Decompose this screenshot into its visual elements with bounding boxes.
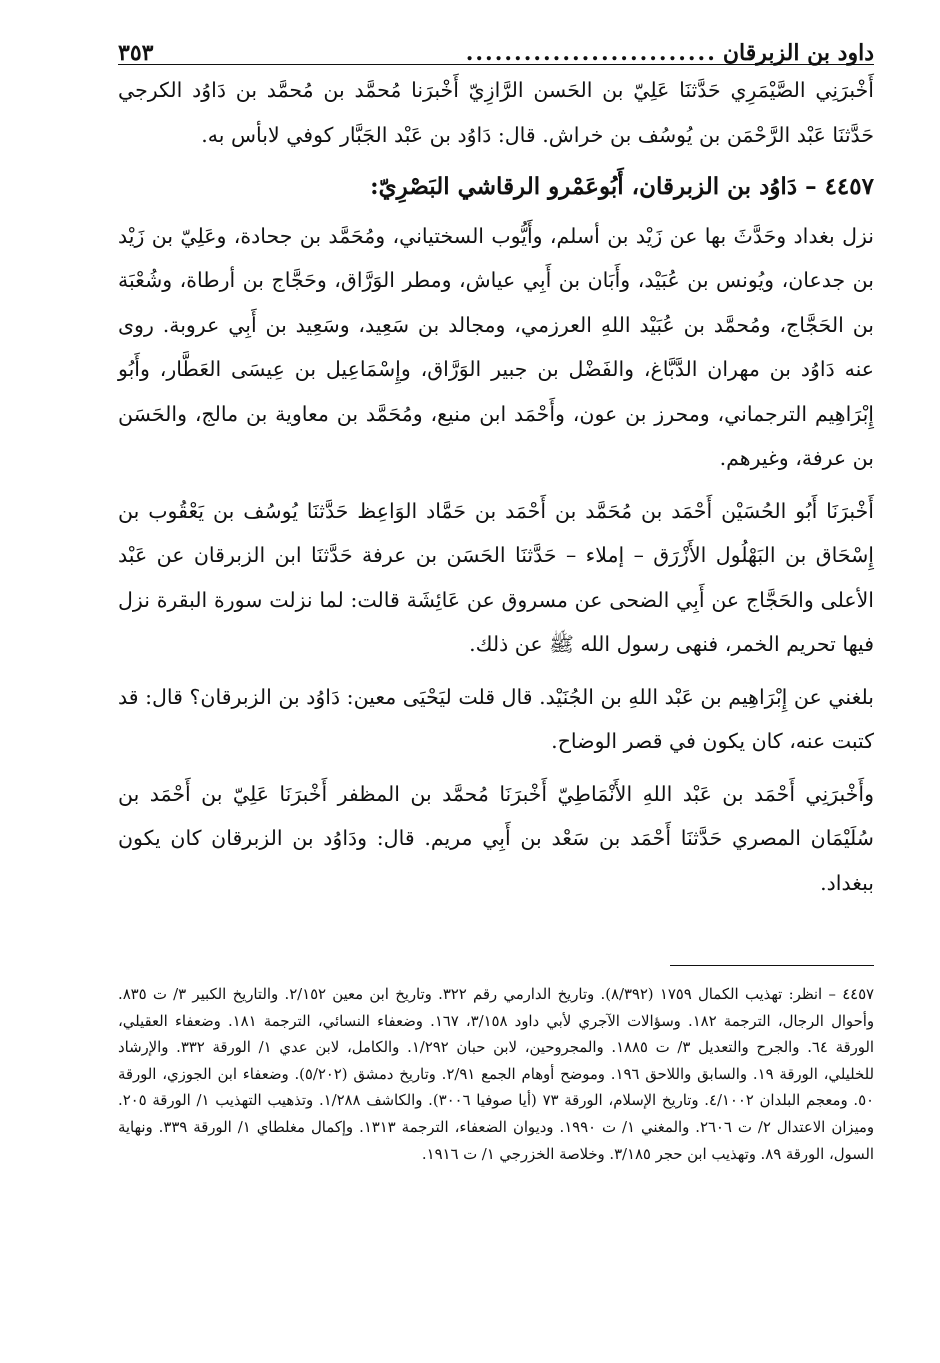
paragraph-3: أَخْبرَنَا أَبُو الحُسَيْن أَحْمَد بن مُحَمَّد بن أَحْمَد بن حَمَّاد الوَاعِظ حَدَّثنَا يُوسُف بن يَعْقُوب بن إِسْحَاق بن البَهْلُول الأَزْرَق – إملاء – حَدَّثنَا الحَسَن بن عرفة حَدَّثنَا ابن الزبرقان عن عَبْد الأعلى والحَجَّاج عن أَبِي الضحى عن مسروق عن عَائِشَة قالت: لما نزلت سورة البقرة نزل فيها تحريم الخمر، فنهى رسول الله ﷺ عن ذلك. bbox=[118, 498, 874, 656]
footnote-rule bbox=[670, 965, 874, 966]
paragraph-2: نزل بغداد وحَدَّثَ بها عن زَيْد بن أسلم، وأَيُّوب السختياني، ومُحَمَّد بن جحادة، وعَلِيّ بن زَيْد بن جدعان، ويُونس بن عُبَيْد، وأَبَان بن أَبِي عياش، ومطر الوَرَّاق، وحَجَّاج بن أرطاة، وشُعْبَة بن الحَجَّاج، ومُحمَّد بن عُبَيْد اللهِ العرزمي، ومجالد بن سَعِيد، وسَعِيد بن أَبِي عروبة. روى عنه دَاوُد بن مهران الدَّبَّاغ، والفَضْل بن جبير الوَرَّاق، وإِسْمَاعِيل بن عِيسَى العَطَّار، وأَبُو إِبْرَاهِيم الترجماني، ومحرز بن عون، وأَحْمَد ابن منيع، ومُحَمَّد بن معاوية بن مالج، والحَسَن بن عرفة، وغيرهم. bbox=[118, 223, 874, 470]
paragraph-4: بلغني عن إِبْرَاهِيم بن عَبْد اللهِ بن الجُنَيْد. قال قلت ليَحْيَى معين: دَاوُد بن الزبرقان؟ قال: قد كتبت عنه، كان يكون في قصر الوضاح. bbox=[118, 684, 874, 753]
running-header bbox=[118, 32, 874, 66]
header-rule bbox=[118, 64, 874, 65]
footnote-text: ٤٤٥٧ – انظر: تهذيب الكمال ١٧٥٩ (٨/٣٩٢). وتاريخ الدارمي رقم ٣٢٢. وتاريخ ابن معين ٢/١٥٢. والتاريخ الكبير ٣/ ت ٨٣٥. وأحوال الرجال، الترجمة ١٨٢. وسؤالات الآجري لأبي داود ٣/١٥٨، ١٦٧. وضعفاء النسائي، الترجمة ١٨١. وضعفاء العقيلي، الورقة ٦٤. والجرح والتعديل ٣/ ت ١٨٨٥. والمجروحين، لابن حبان ١/٢٩٢. والكامل، لابن عدي ١/ الورقة ٣٣٢. والإرشاد للخليلي، الورقة ١٩. والسابق واللاحق ١٩٦. وموضح أوهام الجمع ٢/٩١. وتاريخ دمشق (٥/٢٠٢). وضعفاء ابن الجوزي، الورقة ٥٠. ومعجم البلدان ٤/١٠٠٢. وتاريخ الإسلام، الورقة ٧٣ (أيا صوفيا ٣٠٠٦). والكاشف ١/٢٨٨. وتذهيب التهذيب ١/ الورقة ٢٠٥. وميزان الاعتدال ٢/ ت ٢٦٠٦. والمغني ١/ ت ١٩٩٠. وديوان الضعفاء، الترجمة ١٣١٣. وإكمال مغلطاي ١/ الورقة ٣٣٩. ونهاية السول، الورقة ٨٩. وتهذيب ابن حجر ٣/١٨٥. وخلاصة الخزرجي ١/ ت ١٩١٦. bbox=[118, 986, 875, 1163]
entry-heading: ٤٤٥٧ – دَاوُد بن الزبرقان، أَبُوعَمْرو الرقاشي البَصْرِيّ: bbox=[370, 173, 874, 200]
paragraph-1: أَخْبرَنِي الصَّيْمَرِي حَدَّثنَا عَلِيّ بن الحَسن الرَّازِيّ أَخْبرَنا مُحمَّد بن مُحمَّد بن دَاوُد الكرجي حَدَّثنَا عَبْد الرَّحْمَن بن يُوسُف بن خراش. قال: دَاوُد بن عَبْد الجَبَّار كوفي لابأس به. bbox=[118, 78, 874, 147]
main-text bbox=[118, 68, 874, 913]
paragraph-5: وأَخْبرَنِي أَحْمَد بن عَبْد اللهِ الأَنْمَاطِيّ أَخْبرَنَا مُحمَّد بن المظفر أَخْبرَنَا عَلِيّ بن أَحْمَد بن سُلَيْمَان المصري حَدَّثنَا أَحْمَد بن سَعْد بن أَبِي مريم. قال: ودَاوُد بن الزبرقان كان يكون ببغداد. bbox=[118, 781, 874, 895]
header-title: داود بن الزبرقان bbox=[722, 40, 874, 66]
page-number: ٣٥٣ bbox=[118, 40, 154, 66]
footnote bbox=[118, 982, 874, 1168]
header-leader-dots: .......................... bbox=[465, 40, 717, 66]
